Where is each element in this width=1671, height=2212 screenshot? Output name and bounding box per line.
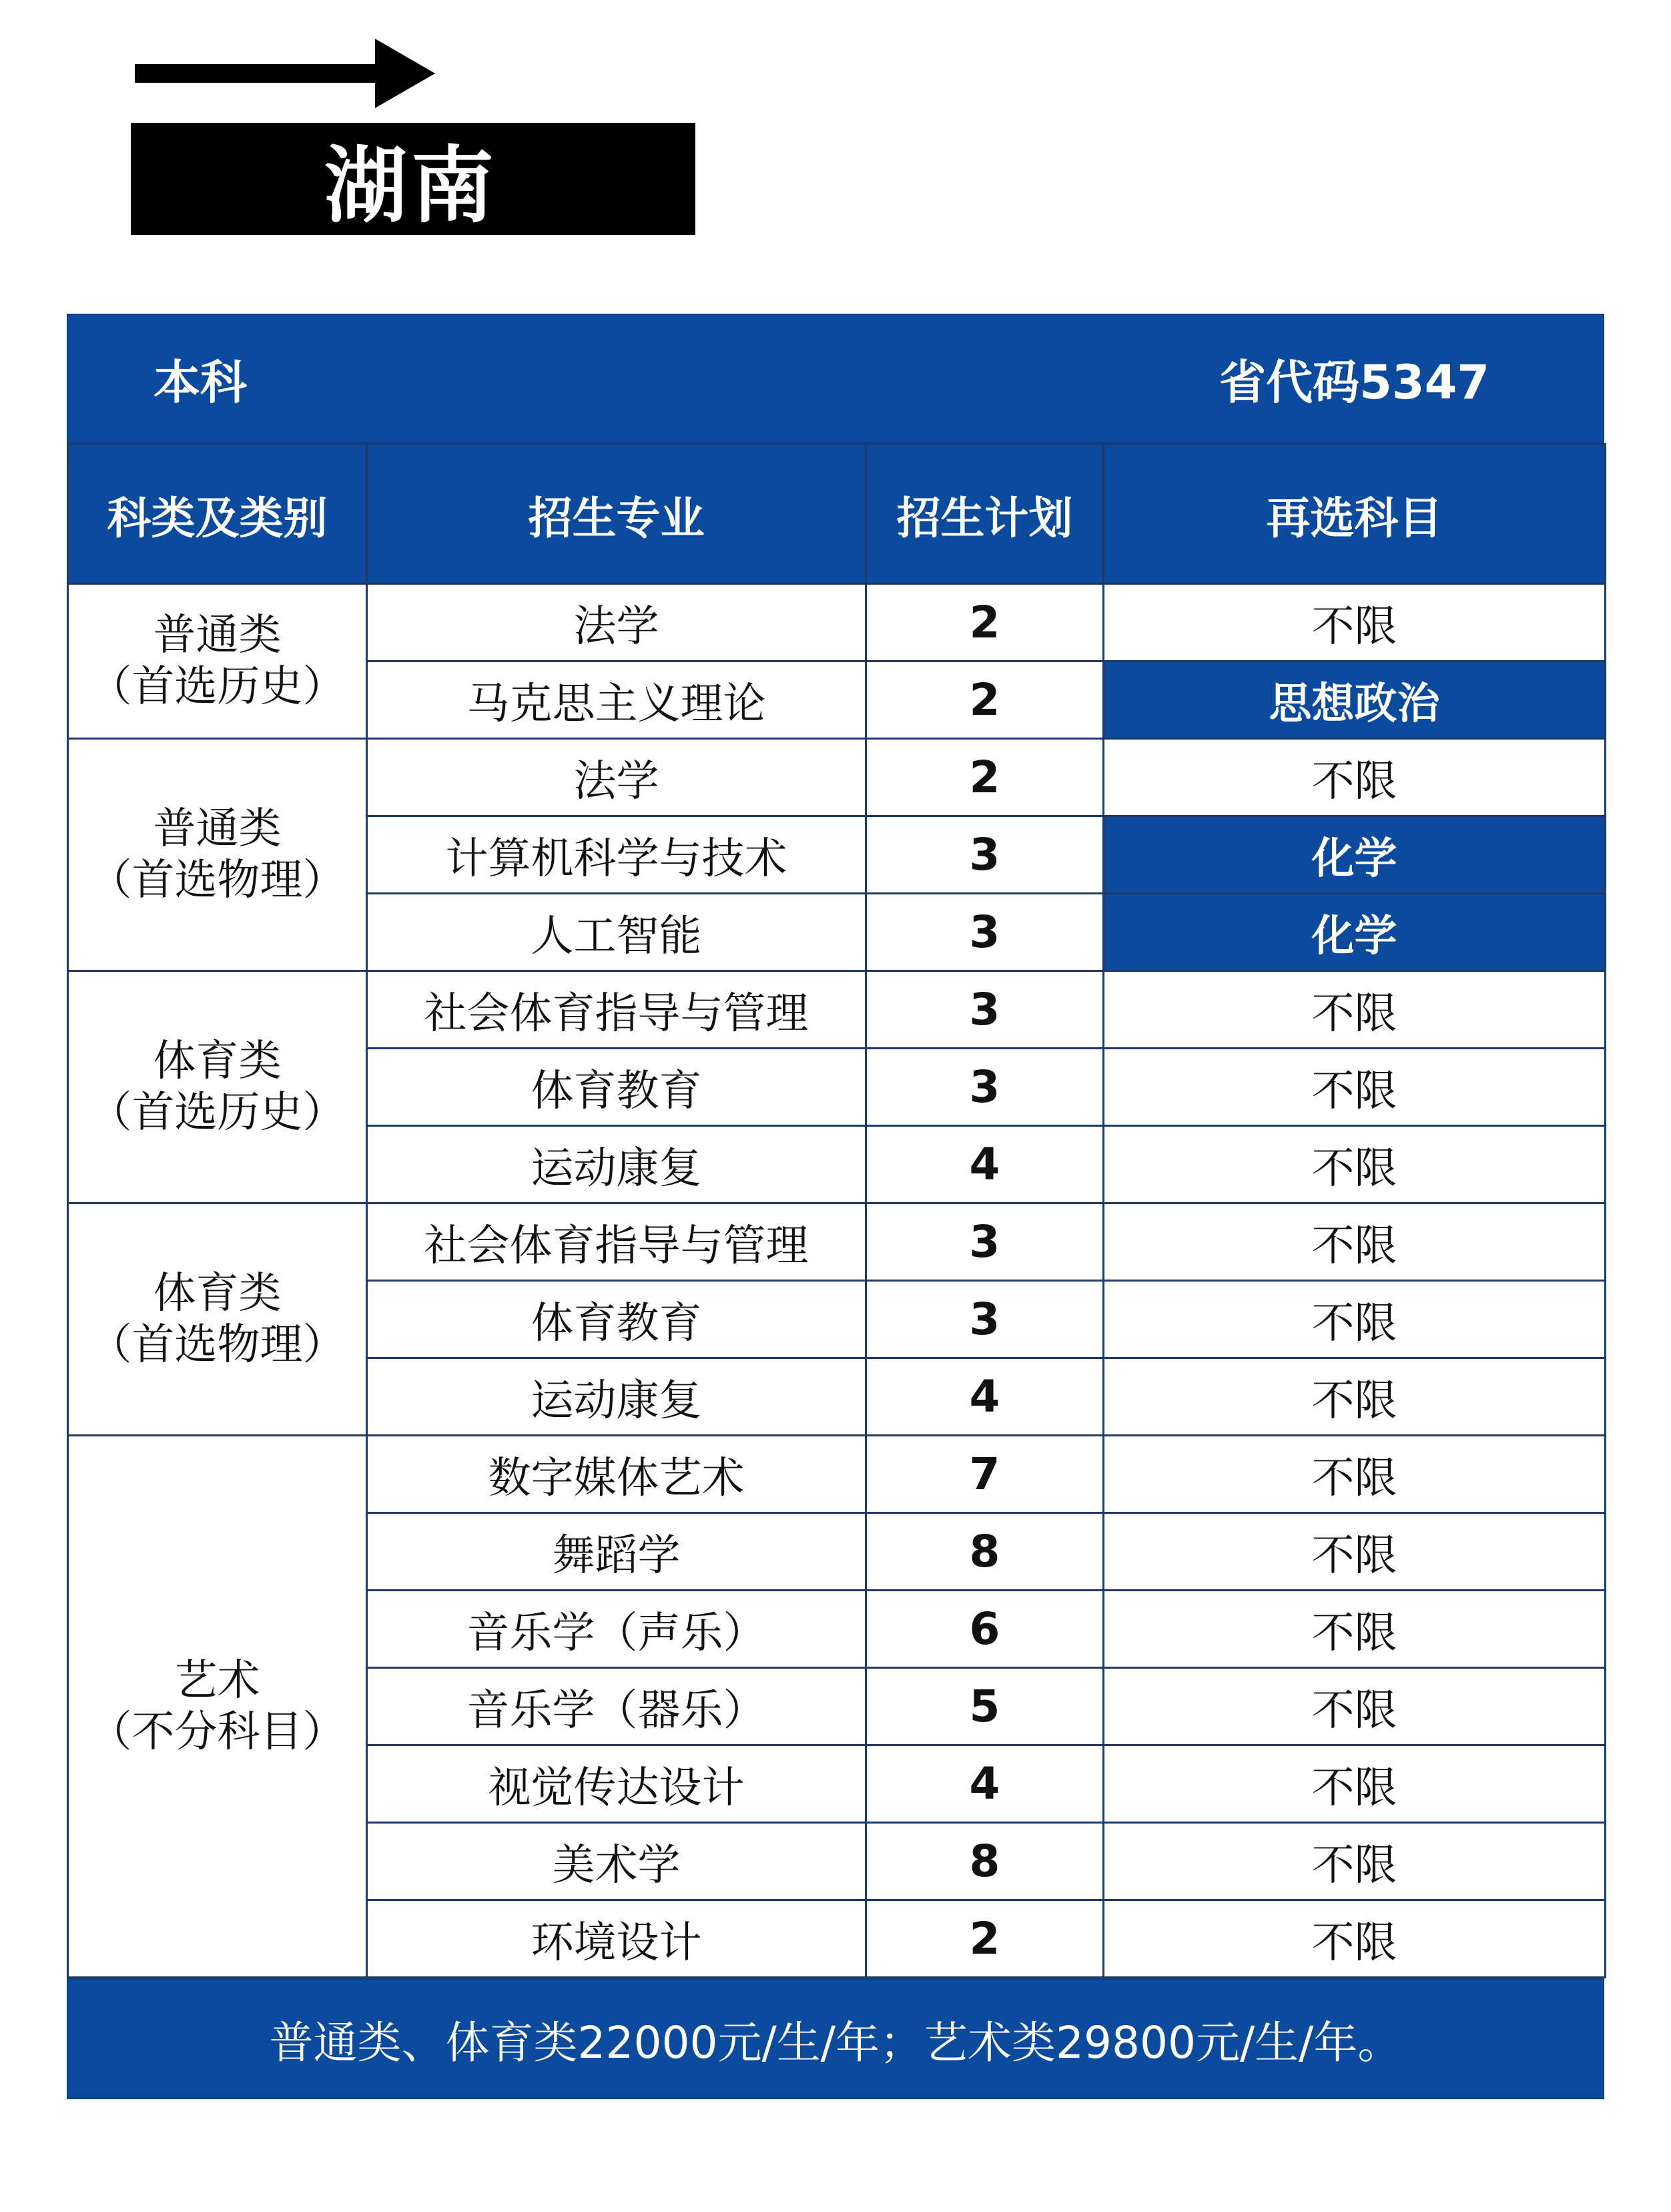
plan-count-cell: 4 [866,1126,1104,1203]
tuition-footer [67,1978,1604,2099]
major-cell: 运动康复 [367,1126,866,1203]
major-cell: 视觉传达设计 [367,1745,866,1823]
major-cell: 数字媒体艺术 [367,1436,866,1513]
plan-count-cell: 7 [866,1436,1104,1513]
subject-requirement-cell: 不限 [1104,1668,1606,1745]
plan-count-cell: 3 [866,894,1104,971]
subject-requirement-cell: 思想政治 [1104,661,1606,739]
major-cell: 马克思主义理论 [367,661,866,739]
category-label: 体育类 [153,1268,282,1318]
category-cell [68,1203,367,1436]
level-label: 本科 [153,354,247,410]
subject-requirement-cell: 不限 [1104,1358,1606,1436]
table-row [68,739,1606,816]
plan-count-cell: 3 [866,816,1104,894]
subcategory-label: （首选历史） [89,661,346,712]
major-cell: 人工智能 [367,894,866,971]
major-cell: 运动康复 [367,1358,866,1436]
major-cell: 美术学 [367,1823,866,1900]
category-cell [68,1436,367,1978]
subject-requirement-cell: 不限 [1104,584,1606,661]
table-header-row [68,445,1606,584]
subject-requirement-cell: 不限 [1104,1823,1606,1900]
subcategory-label: （首选历史） [89,1087,346,1137]
province-title: 湖南 [324,138,498,234]
plan-count-cell: 4 [866,1358,1104,1436]
subject-requirement-cell: 不限 [1104,1900,1606,1978]
subject-requirement-cell: 不限 [1104,1436,1606,1513]
subject-requirement-cell: 不限 [1104,1049,1606,1126]
subject-requirement-cell: 不限 [1104,1126,1606,1203]
subcategory-label: （不分科目） [89,1707,346,1757]
plan-count-cell: 3 [866,1049,1104,1126]
subject-requirement-cell: 不限 [1104,1281,1606,1358]
plan-count-cell: 5 [866,1668,1104,1745]
column-header-subject: 再选科目 [1104,445,1606,584]
major-cell: 法学 [367,584,866,661]
table-body [68,584,1606,1978]
major-cell: 计算机科学与技术 [367,816,866,894]
category-cell [68,584,367,739]
subject-requirement-cell: 不限 [1104,1745,1606,1823]
province-title-box [131,123,695,235]
column-header-major: 招生专业 [367,445,866,584]
major-cell: 环境设计 [367,1900,866,1978]
plan-count-cell: 3 [866,971,1104,1049]
table-row [68,1203,1606,1281]
plan-count-cell: 2 [866,1900,1104,1978]
major-cell: 体育教育 [367,1281,866,1358]
category-label: 体育类 [153,1036,282,1086]
plan-count-cell: 8 [866,1823,1104,1900]
subject-requirement-cell: 不限 [1104,739,1606,816]
table-row [68,971,1606,1049]
major-cell: 社会体育指导与管理 [367,971,866,1049]
plan-count-cell: 4 [866,1745,1104,1823]
plan-count-cell: 2 [866,661,1104,739]
table-top-band [67,314,1604,443]
category-label: 艺术 [174,1655,260,1705]
plan-count-cell: 2 [866,584,1104,661]
major-cell: 体育教育 [367,1049,866,1126]
major-cell: 社会体育指导与管理 [367,1203,866,1281]
subcategory-label: （首选物理） [89,855,346,905]
tuition-note: 普通类、体育类22000元/生/年；艺术类29800元/生/年。 [269,2017,1402,2068]
category-label: 普通类 [153,610,282,660]
major-cell: 法学 [367,739,866,816]
subject-requirement-cell: 化学 [1104,816,1606,894]
admission-plan-table [67,443,1606,1978]
table-row [68,584,1606,661]
subject-requirement-cell: 不限 [1104,971,1606,1049]
plan-count-cell: 3 [866,1281,1104,1358]
plan-count-cell: 3 [866,1203,1104,1281]
right-arrow-icon [135,39,435,108]
plan-count-cell: 6 [866,1591,1104,1668]
major-cell: 舞蹈学 [367,1513,866,1591]
subject-requirement-cell: 不限 [1104,1591,1606,1668]
major-cell: 音乐学（器乐） [367,1668,866,1745]
table-row [68,1436,1606,1513]
column-header-plan: 招生计划 [866,445,1104,584]
category-cell [68,739,367,971]
major-cell: 音乐学（声乐） [367,1591,866,1668]
subcategory-label: （首选物理） [89,1320,346,1370]
subject-requirement-cell: 化学 [1104,894,1606,971]
plan-count-cell: 8 [866,1513,1104,1591]
subject-requirement-cell: 不限 [1104,1203,1606,1281]
category-cell [68,971,367,1203]
admission-table-container [67,314,1604,2099]
column-header-category: 科类及类别 [68,445,367,584]
plan-count-cell: 2 [866,739,1104,816]
subject-requirement-cell: 不限 [1104,1513,1606,1591]
province-code: 省代码5347 [1219,354,1489,410]
category-label: 普通类 [153,804,282,854]
